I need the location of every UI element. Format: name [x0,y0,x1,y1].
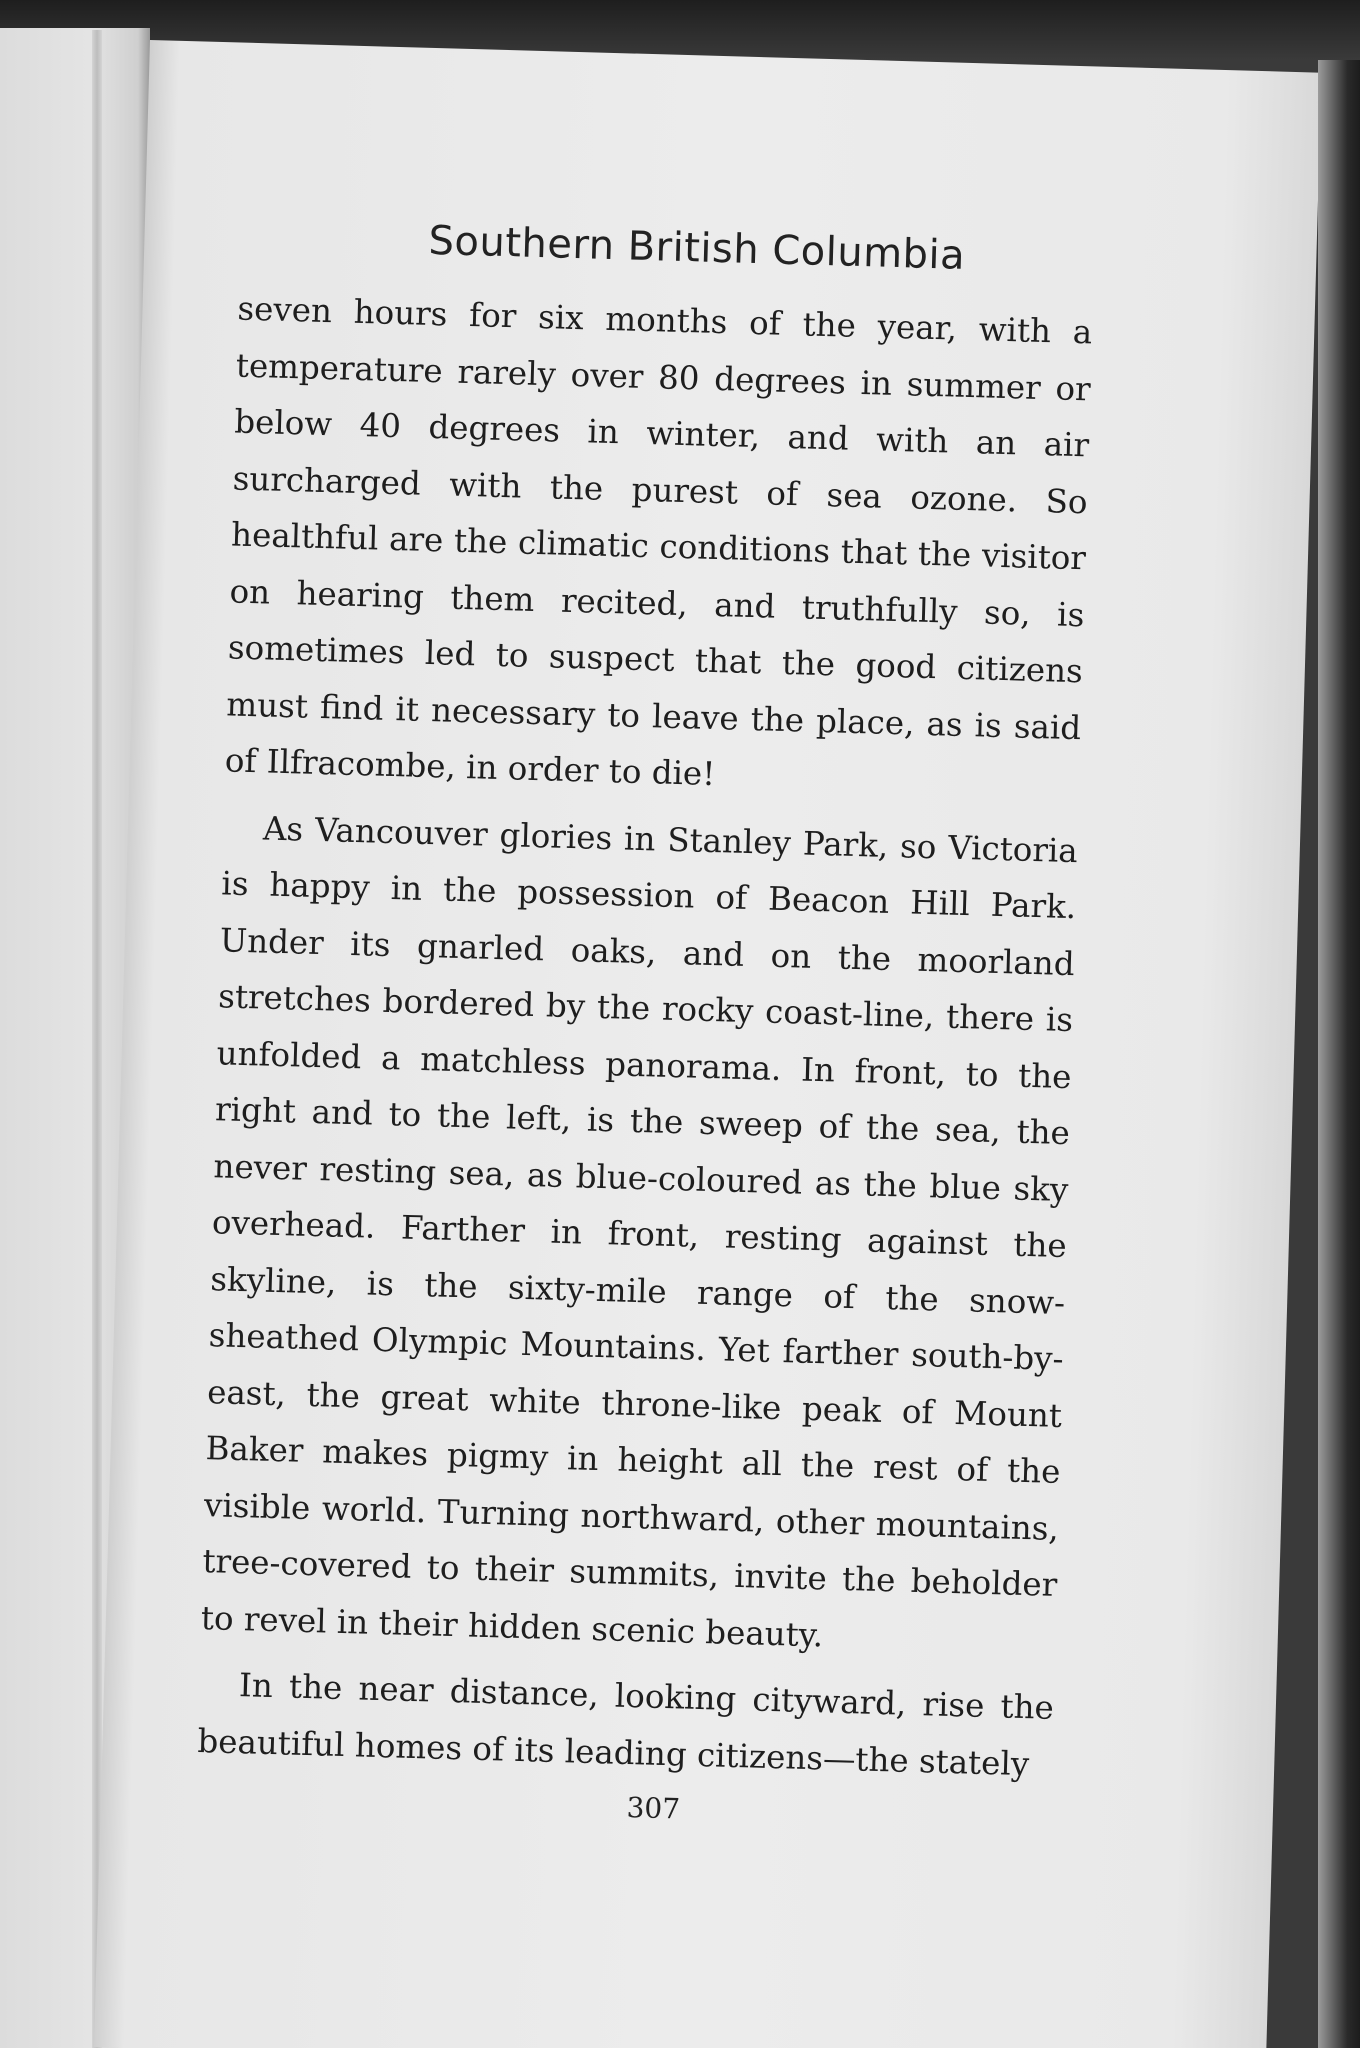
paragraph-1: seven hours for six months of the year, with a temperature rarely over 80 degrees in summer or below 40 degrees in winter, and with an air surcharged with the purest of sea ozone. So healthful are the climatic conditions that the visitor on hearing them recited, and truthfully so, is sometimes led to suspect that the good citizens must find it necessary to leave the place, as is said of Ilfracombe, in order to die! [224,289,1093,794]
page-text [196,213,1095,1836]
book-page [94,40,1322,2048]
page-number: 307 [626,1791,681,1826]
running-head: Southern British Columbia [427,217,966,279]
paragraph-3: In the near distance, looking cityward, rise the beautiful homes of its leading citizens—the stately [197,1666,1055,1783]
paragraph-2: As Vancouver glories in Stanley Park, so Victoria is happy in the possession of Beacon Hill Park. Under its gnarled oaks, and on the moorland stretches bordered by the rocky coast-line, there is unfolded a matchless panorama. In front, to the right and to the left, is the sweep of the sea, the never resting sea, as blue-coloured as the blue sky overhead. Farther in front, resting against the skyline, is the sixty-mile range of the snow-sheathed Olympic Mountains. Yet farther south-by-east, the great white throne-like peak of Mount Baker makes pigmy in height all the rest of the visible world. Turning northward, other mountains, tree-covered to their summits, invite the beholder to revel in their hidden scenic beauty. [200,808,1079,1654]
page-gutter [92,30,102,2048]
page-edge-shadow [1318,60,1360,2048]
